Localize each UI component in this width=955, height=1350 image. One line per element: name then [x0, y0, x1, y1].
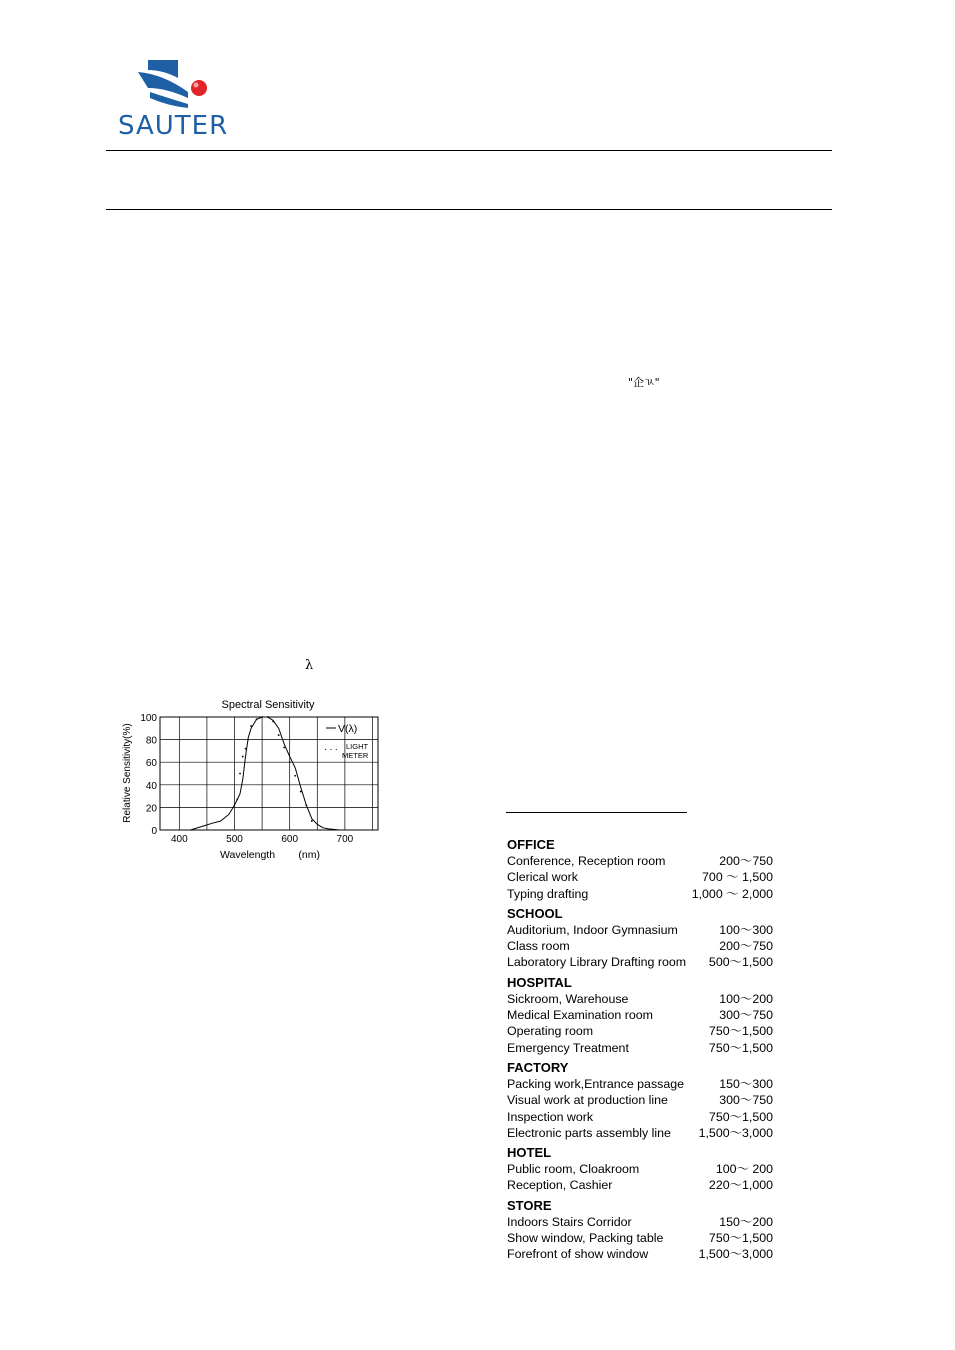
data-point-light-meter	[245, 748, 247, 750]
area-label: Public room, Cloakroom	[507, 1162, 640, 1177]
spectral-sensitivity-chart	[118, 694, 388, 866]
lux-value: 220～1,000	[708, 1178, 773, 1193]
table-row	[507, 1092, 787, 1108]
area-label: Emergency Treatment	[507, 1040, 629, 1055]
category-heading: FACTORY	[507, 1059, 569, 1075]
sauter-logo	[108, 58, 248, 144]
category-heading: SCHOOL	[507, 905, 563, 921]
lambda-symbol: λ	[305, 658, 314, 673]
lux-value: 100～300	[719, 922, 773, 937]
table-row	[507, 886, 787, 902]
area-label: Sickroom, Warehouse	[507, 991, 629, 1006]
table-row	[507, 1230, 787, 1246]
data-point-light-meter	[272, 721, 274, 723]
lux-value: 750～1,500	[708, 1231, 773, 1246]
y-tick-label: 60	[145, 758, 157, 770]
lux-value: 750～1,500	[708, 1109, 773, 1124]
table-row	[507, 853, 787, 869]
lux-value: 200～750	[719, 854, 773, 868]
x-tick-label: 600	[281, 834, 299, 845]
y-tick-label: 80	[145, 735, 157, 747]
y-tick-label: 40	[145, 780, 157, 792]
data-point-light-meter	[300, 791, 302, 793]
table-row	[507, 1040, 787, 1056]
table-row	[507, 991, 787, 1007]
table-row	[507, 1109, 787, 1125]
lux-value: 300～750	[719, 1093, 773, 1108]
header-rule-top	[106, 150, 832, 151]
legend-dotted-label-2: METER	[342, 751, 369, 760]
y-tick-label: 0	[151, 826, 157, 837]
table-row	[507, 938, 787, 954]
table-row	[507, 922, 787, 938]
data-point-light-meter	[250, 725, 252, 727]
lux-value: 750～1,500	[708, 1040, 773, 1055]
area-label: Indoors Stairs Corridor	[507, 1214, 632, 1229]
table-rule	[506, 812, 687, 813]
table-row	[507, 1177, 787, 1193]
area-label: Operating room	[507, 1024, 594, 1039]
x-tick-label: 400	[170, 834, 188, 845]
area-label: Typing drafting	[507, 886, 589, 901]
lux-value: 1,000 ～ 2,000	[691, 886, 773, 901]
area-label: Medical Examination room	[507, 1008, 653, 1023]
area-label: Electronic parts assembly line	[507, 1125, 671, 1140]
area-label: Class room	[507, 939, 570, 954]
data-point-light-meter	[239, 773, 241, 775]
area-label: Auditorium, Indoor Gymnasium	[507, 922, 678, 937]
table-row	[507, 1125, 787, 1141]
data-point-light-meter	[267, 716, 269, 718]
illuminance-table	[507, 836, 787, 1263]
x-tick-label: 700	[336, 834, 354, 845]
data-point-light-meter	[256, 718, 258, 720]
category-heading: HOSPITAL	[507, 974, 572, 990]
chart-ticks	[140, 713, 353, 845]
sauter-logo-mark	[108, 58, 248, 113]
category-heading: OFFICE	[507, 837, 555, 852]
lux-value: 150～200	[719, 1214, 773, 1229]
data-point-light-meter	[305, 804, 307, 806]
data-point-light-meter	[311, 820, 313, 822]
lux-value: 200～750	[719, 939, 773, 954]
chart-xlabel: Wavelength (nm)	[220, 849, 320, 861]
header-rule-bottom	[106, 209, 832, 210]
lux-value: 100～ 200	[715, 1162, 773, 1177]
symbol-note: "企ㄳ"	[628, 376, 660, 389]
chart-ylabel: Relative Sensitivity(%)	[122, 723, 133, 823]
logo-wordmark: SAUTER	[118, 111, 229, 141]
x-tick-label: 500	[226, 834, 243, 845]
chart-legend	[324, 723, 369, 760]
data-point-light-meter	[236, 799, 238, 801]
lux-value: 500～1,500	[708, 955, 773, 970]
lux-value: 1,500～3,000	[698, 1125, 773, 1140]
table-row	[507, 1161, 787, 1177]
legend-solid-label: V(λ)	[338, 723, 358, 735]
data-point-light-meter	[283, 747, 285, 749]
table-row	[507, 1246, 787, 1262]
area-label: Packing work,Entrance passage	[507, 1076, 685, 1091]
table-row	[507, 1007, 787, 1023]
data-point-light-meter	[261, 716, 263, 718]
area-label: Show window, Packing table	[507, 1231, 664, 1246]
table-row	[507, 954, 787, 970]
area-label: Clerical work	[507, 870, 578, 885]
y-tick-label: 20	[145, 803, 157, 815]
area-label: Visual work at production line	[507, 1093, 668, 1108]
y-tick-label: 100	[140, 713, 157, 724]
area-label: Laboratory Library Drafting room	[507, 955, 687, 970]
area-label: Conference, Reception room	[507, 854, 666, 868]
lux-value: 750～1,500	[708, 1024, 773, 1039]
data-point-light-meter	[294, 775, 296, 777]
lux-value: 700 ～ 1,500	[702, 870, 773, 885]
data-point-light-meter	[242, 756, 244, 758]
data-point-light-meter	[247, 739, 249, 741]
data-point-light-meter	[289, 761, 291, 763]
legend-dotted-swatch: ···	[324, 744, 340, 755]
chart-title: Spectral Sensitivity	[221, 699, 315, 711]
area-label: Inspection work	[507, 1109, 594, 1124]
lux-value: 1,500～3,000	[698, 1247, 773, 1262]
lux-value: 100～200	[719, 991, 773, 1006]
table-row	[507, 1076, 787, 1092]
category-heading: HOTEL	[507, 1145, 552, 1161]
lux-value: 150～300	[719, 1076, 773, 1091]
category-heading: STORE	[507, 1197, 552, 1213]
table-row	[507, 1023, 787, 1039]
data-point-light-meter	[278, 734, 280, 736]
table-row	[507, 869, 787, 885]
area-label: Forefront of show window	[507, 1247, 649, 1262]
legend-dotted-label-1: LIGHT	[346, 742, 369, 751]
area-label: Reception, Cashier	[507, 1178, 613, 1193]
table-row	[507, 1214, 787, 1230]
lux-value: 300～750	[719, 1008, 773, 1023]
